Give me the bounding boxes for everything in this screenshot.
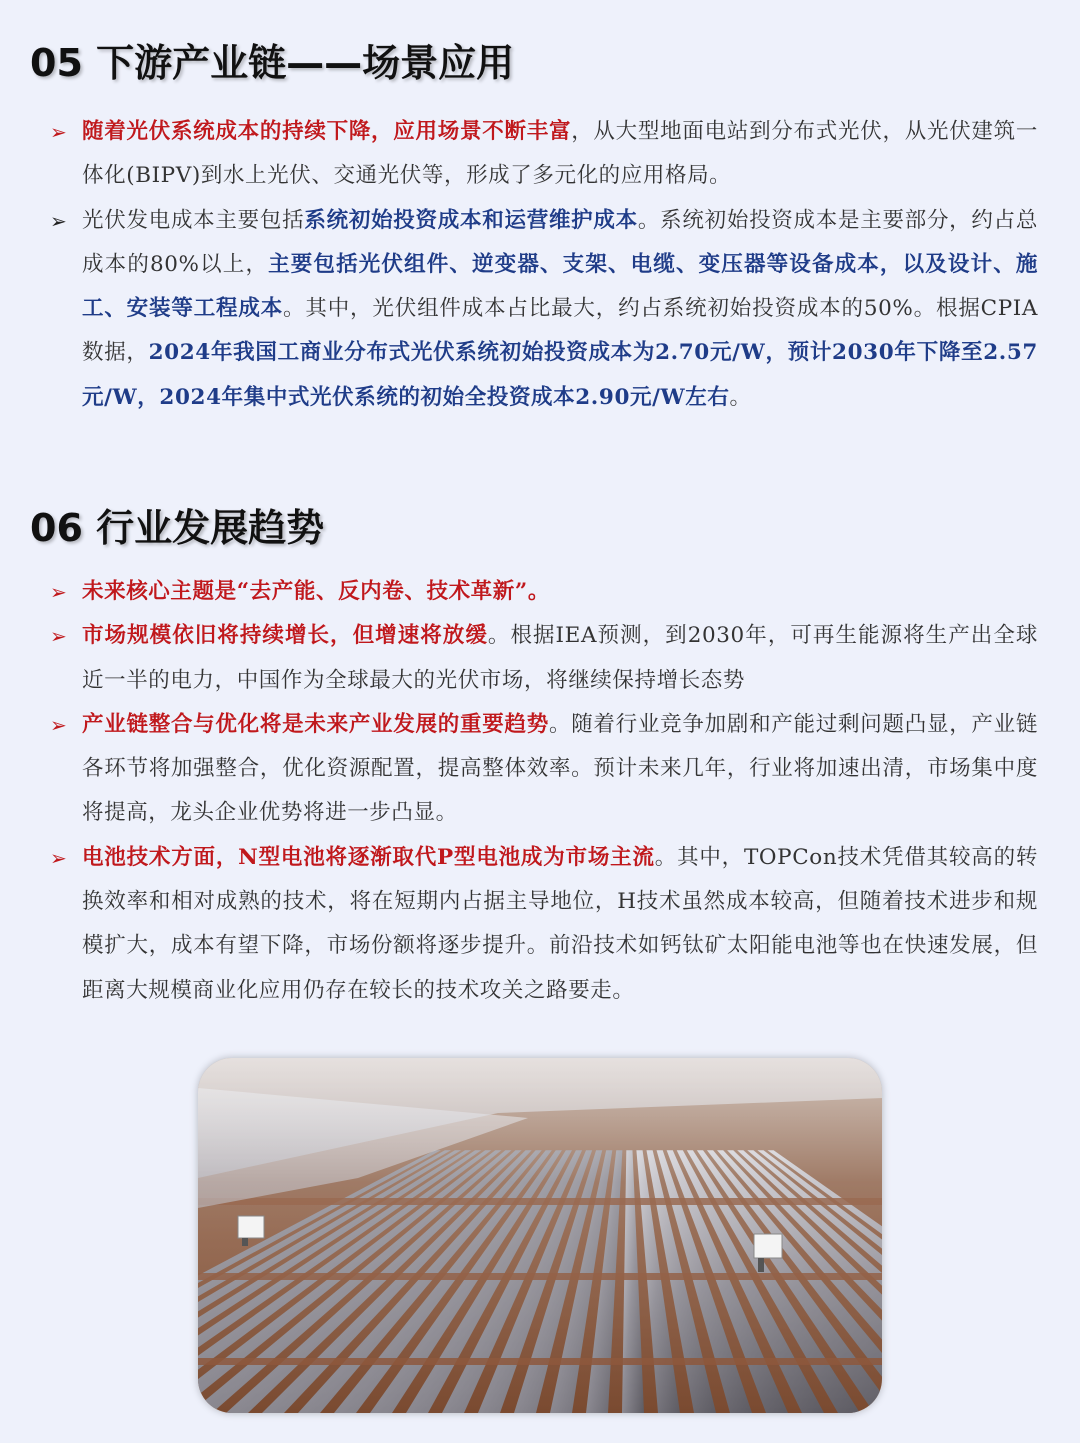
section-06-body xyxy=(48,570,1038,1013)
bullet-paragraph xyxy=(48,570,1038,614)
body-text: 。 xyxy=(729,384,752,410)
body-text: 。根据IEA预测，到2030年，可再生能源将生产出全球近一半的电力，中国作为全球最大的光伏市场，将继续保持增长态势 xyxy=(82,623,1038,693)
emphasis-text: 市场规模依旧将持续增长，但增速将放缓 xyxy=(82,623,488,649)
body-text: 。其中，TOPCon技术凭借其较高的转换效率和相对成熟的技术，将在短期内占据主导地位，H技术虽然成本较高，但随着技术进步和规模扩大，成本有望下降，市场份额将逐步提升。前沿技术如钙钛矿太阳能电池等也在快速发展，但距离大规模商业化应用仍存在较长的技术攻关之路要走。 xyxy=(82,844,1039,1003)
emphasis-text: 电池技术方面，N型电池将逐渐取代P型电池成为市场主流 xyxy=(82,844,655,870)
body-text: 光伏发电成本主要包括 xyxy=(82,207,305,233)
bullet-arrow-icon: ➢ xyxy=(50,712,68,737)
bullet-arrow-icon: ➢ xyxy=(50,120,68,144)
emphasis-text: 产业链整合与优化将是未来产业发展的重要趋势 xyxy=(82,711,549,737)
bullet-paragraph xyxy=(48,614,1038,703)
body-text: 。系统初始投资成本是主要部分，约占总成本的80%以上， xyxy=(82,207,1038,277)
section-05-title: 05 下游产业链——场景应用 xyxy=(30,41,515,85)
emphasis-text: 未来核心主题是“去产能、反内卷、技术革新”。 xyxy=(82,579,550,604)
body-text: 。其中，光伏组件成本占比最大，约占系统初始投资成本的50%。根据CPIA数据， xyxy=(82,296,1039,366)
bullet-paragraph xyxy=(48,836,1038,1013)
emphasis-text: 主要包括光伏组件、逆变器、支架、电缆、变压器等设备成本，以及设计、施工、安装等工程成本 xyxy=(82,251,1038,322)
bullet-arrow-icon: ➢ xyxy=(50,580,68,604)
bullet-arrow-icon: ➢ xyxy=(50,208,68,233)
solar-farm-photo xyxy=(198,1058,882,1413)
bullet-paragraph xyxy=(48,110,1038,199)
bullet-arrow-icon: ➢ xyxy=(50,624,68,649)
emphasis-text: 系统初始投资成本和运营维护成本 xyxy=(304,207,638,233)
body-text: ，从大型地面电站到分布式光伏，从光伏建筑一体化(BIPV)到水上光伏、交通光伏等，形成了多元化的应用格局。 xyxy=(82,119,1038,189)
section-05-body xyxy=(48,110,1038,420)
bullet-paragraph xyxy=(48,703,1038,836)
emphasis-text: 随着光伏系统成本的持续下降，应用场景不断丰富 xyxy=(82,119,572,144)
body-text: 。随着行业竞争加剧和产能过剩问题凸显，产业链各环节将加强整合，优化资源配置，提高整体效率。预计未来几年，行业将加速出清，市场集中度将提高，龙头企业优势将进一步凸显。 xyxy=(82,711,1038,826)
bullet-arrow-icon: ➢ xyxy=(50,845,68,870)
emphasis-text: 2024年我国工商业分布式光伏系统初始投资成本为2.70元/W，预计2030年下降至2.57元/W，2024年集中式光伏系统的初始全投资成本2.90元/W左右 xyxy=(82,340,1038,410)
bullet-paragraph xyxy=(48,199,1038,420)
section-06-title: 06 行业发展趋势 xyxy=(30,506,325,550)
